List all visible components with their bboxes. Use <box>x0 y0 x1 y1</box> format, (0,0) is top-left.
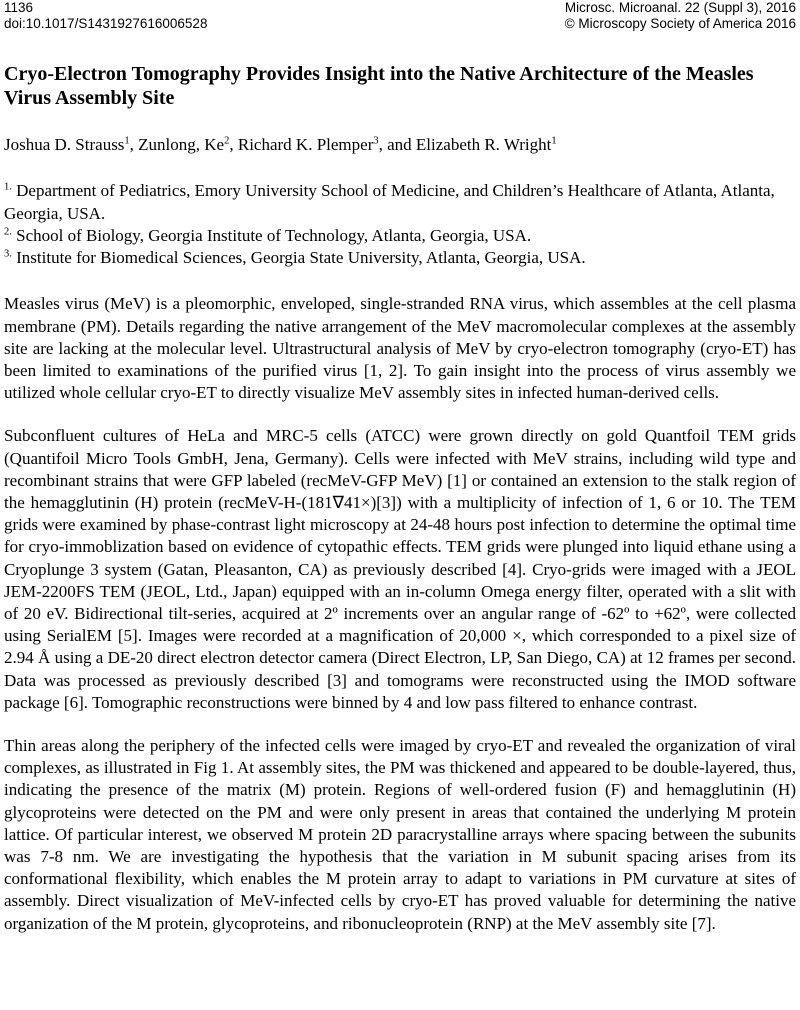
affiliation <box>4 180 796 225</box>
doi: doi:10.1017/S1431927616006528 <box>4 16 208 31</box>
author-list <box>4 134 796 156</box>
author-separator: , <box>129 135 139 154</box>
author-separator: , <box>229 135 238 154</box>
body-paragraph: Subconfluent cultures of HeLa and MRC-5 cells (ATCC) were grown directly on gold Quantfoil TEM grids (Quantifoil Micro Tools GmbH, Jena, Germany). Cells were infected with MeV strains, including wild type and recombinant strains that were GFP labeled (recMeV-GFP MeV) [1] or contained an extension to the stalk region of the hemagglutinin (H) protein (recMeV-H-(181∇41×)[3]) with a multiplicity of infection of 1, 6 or 10. The TEM grids were examined by phase-contrast light microscopy at 24-48 hours post infection to determine the optimal time for cryo-immoblization based on evidence of cytopathic effects. TEM grids were plunged into liquid ethane using a Cryoplunge 3 system (Gatan, Pleasanton, CA) as previously described [4]. Cryo-grids were imaged with a JEOL JEM-2200FS TEM (JEOL, Ltd., Japan) equipped with an in-column Omega energy filter, operated with a slit with of 20 eV. Bidirectional tilt-series, acquired at 2º increments over an angular range of -62º to +62º, were collected using SerialEM [5]. Images were recorded at a magnification of 20,000 ×, which corresponded to a pixel size of 2.94 Å using a DE-20 direct electron detector camera (Direct Electron, LP, San Diego, CA) at 12 frames per second. Data was processed as previously described [3] and tomograms were reconstructed using the IMOD software package [6]. Tomographic reconstructions were binned by 4 and low pass filtered to enhance contrast. <box>4 426 796 712</box>
affiliation-text: School of Biology, Georgia Institute of Technology, Atlanta, Georgia, USA. <box>11 225 532 245</box>
affiliation <box>4 247 796 269</box>
author-affiliation-mark: 1 <box>551 135 557 147</box>
affiliation-text: Department of Pediatrics, Emory University School of Medicine, and Children’s Healthcare of Atlanta, Atlanta, Georgia, USA. <box>4 181 775 223</box>
affiliation-number: 2. <box>4 226 12 238</box>
article <box>4 56 796 956</box>
body-paragraph: Thin areas along the periphery of the infected cells were imaged by cryo-ET and revealed the organization of viral complexes, as illustrated in Fig 1. At assembly sites, the PM was thickened and appeared to be double-layered, thus, indicating the presence of the matrix (M) protein. Regions of well-ordered fusion (F) and hemagglutinin (H) glycoproteins were detected on the PM and were only present in areas that contained the underlying M protein lattice. Of particular interest, we observed M protein 2D paracrystalline arrays where spacing between the subunits was 7-8 nm. We are investigating the hypothesis that the variation in M subunit spacing arises from its conformational flexibility, which enables the M protein array to adapt to variations in PM curvature at sites of assembly. Direct visualization of MeV-infected cells by cryo-ET has proved valuable for determining the native organization of the M protein, glycoproteins, and ribonucleoprotein (RNP) at the MeV assembly site [7]. <box>4 736 796 933</box>
affiliation <box>4 225 796 247</box>
author-name: Joshua D. Strauss <box>4 135 125 154</box>
author-affiliation-mark: 2 <box>224 135 230 147</box>
affiliation-number: 1. <box>4 181 12 193</box>
affiliation-list <box>4 180 796 269</box>
author-name: Elizabeth R. Wright <box>415 135 552 154</box>
article-title: Cryo-Electron Tomography Provides Insight into the Native Architecture of the Measles Virus Assembly Site <box>4 63 754 109</box>
affiliation-number: 3. <box>4 248 12 260</box>
journal-citation: Microsc. Microanal. 22 (Suppl 3), 2016 <box>564 0 796 15</box>
body-paragraph: Measles virus (MeV) is a pleomorphic, enveloped, single-stranded RNA virus, which assembles at the cell plasma membrane (PM). Details regarding the native arrangement of the MeV macromolecular complexes at the assembly site are lacking at the molecular level. Ultrastructural analysis of MeV by cryo-electron tomography (cryo-ET) has been limited to examinations of the purified virus [1, 2]. To gain insight into the process of virus assembly we utilized whole cellular cryo-ET to directly visualize MeV assembly sites in infected human-derived cells. <box>4 294 796 403</box>
author-name: Zunlong, Ke <box>138 135 225 154</box>
header-left <box>4 0 207 32</box>
author-affiliation-mark: 3 <box>373 135 379 147</box>
author-affiliation-mark: 1 <box>124 135 130 147</box>
copyright: © Microscopy Society of America 2016 <box>564 16 796 31</box>
author-separator: , and <box>378 135 416 154</box>
page-number: 1136 <box>4 0 34 15</box>
running-header <box>0 0 800 34</box>
author-name: Richard K. Plemper <box>237 135 374 154</box>
affiliation-text: Institute for Biomedical Sciences, Georgia State University, Atlanta, Georgia, USA. <box>11 248 586 268</box>
header-right <box>565 0 796 32</box>
